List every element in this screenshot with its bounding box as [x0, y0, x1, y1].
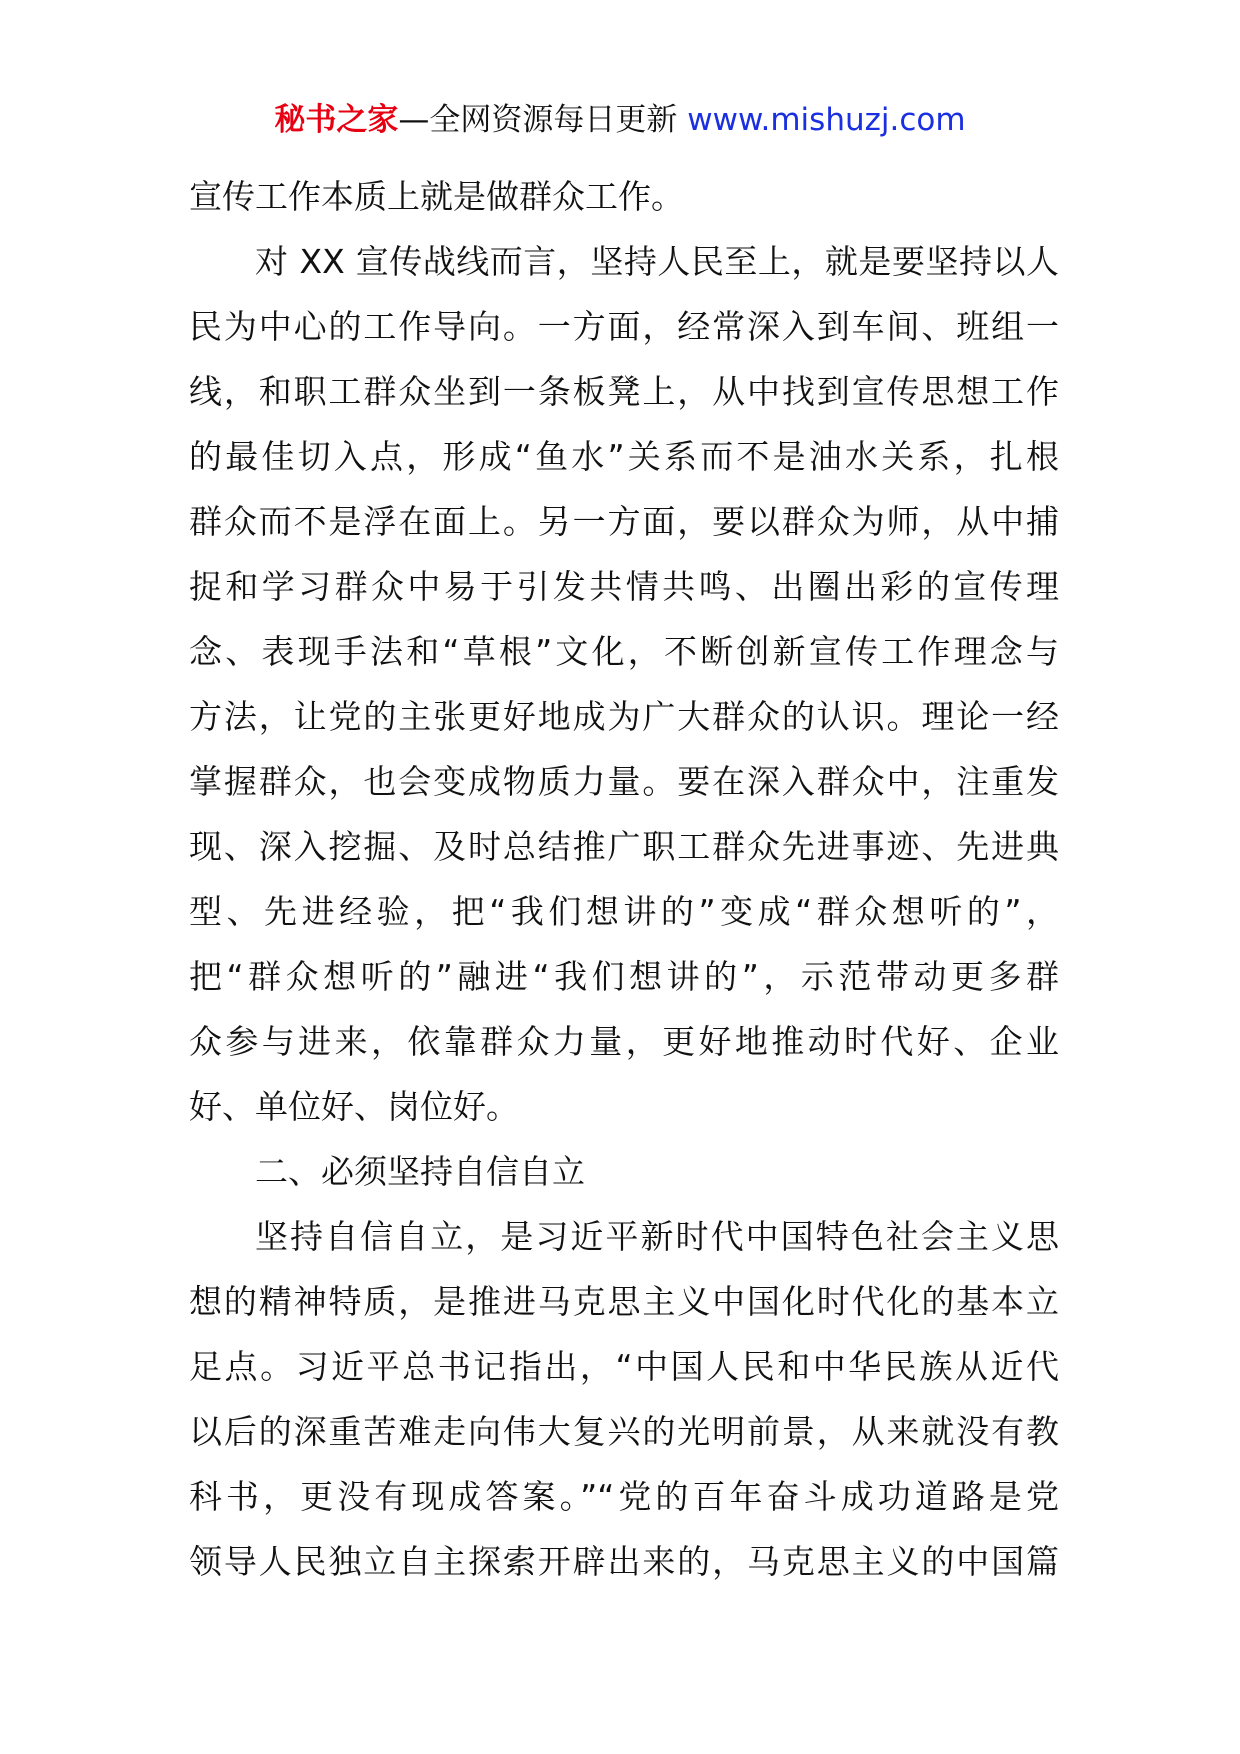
text-line: 众参与进来，依靠群众力量，更好地推动时代好、企业	[189, 1022, 1059, 1061]
section-heading: 二、必须坚持自信自立	[255, 1152, 585, 1191]
text-line: 以后的深重苦难走向伟大复兴的光明前景，从来就没有教	[189, 1412, 1059, 1451]
text-line: 掌握群众，也会变成物质力量。要在深入群众中，注重发	[189, 762, 1059, 801]
text-line: 群众而不是浮在面上。另一方面，要以群众为师，从中捕	[189, 502, 1059, 541]
site-url[interactable]: www.mishuzj.com	[687, 102, 966, 138]
text-line: 民为中心的工作导向。一方面，经常深入到车间、班组一	[189, 307, 1059, 346]
page-header	[0, 100, 1240, 140]
text-line: 宣传工作本质上就是做群众工作。	[189, 177, 684, 216]
text-line: 好、单位好、岗位好。	[189, 1087, 519, 1126]
text-line: 领导人民独立自主探索开辟出来的，马克思主义的中国篇	[189, 1542, 1059, 1581]
text-line: 捉和学习群众中易于引发共情共鸣、出圈出彩的宣传理	[189, 567, 1059, 606]
text-line: 科书，更没有现成答案。”“党的百年奋斗成功道路是党	[189, 1477, 1059, 1516]
header-dash: —	[398, 102, 430, 138]
text-line: 现、深入挖掘、及时总结推广职工群众先进事迹、先进典	[189, 827, 1059, 866]
brand-name: 秘书之家	[274, 102, 399, 138]
text-line: 足点。习近平总书记指出，“中国人民和中华民族从近代	[189, 1347, 1059, 1386]
text-line: 线，和职工群众坐到一条板凳上，从中找到宣传思想工作	[189, 372, 1059, 411]
text-line: 坚持自信自立，是习近平新时代中国特色社会主义思	[255, 1217, 1059, 1256]
text-line: 对 XX 宣传战线而言，坚持人民至上，就是要坚持以人	[255, 242, 1059, 281]
text-line: 把“群众想听的”融进“我们想讲的”，示范带动更多群	[189, 957, 1059, 996]
text-line: 型、先进经验，把“我们想讲的”变成“群众想听的”，	[189, 892, 1059, 931]
text-line: 想的精神特质，是推进马克思主义中国化时代化的基本立	[189, 1282, 1059, 1321]
text-line: 念、表现手法和“草根”文化，不断创新宣传工作理念与	[189, 632, 1059, 671]
text-line: 的最佳切入点，形成“鱼水”关系而不是油水关系，扎根	[189, 437, 1059, 476]
text-line: 方法，让党的主张更好地成为广大群众的认识。理论一经	[189, 697, 1059, 736]
header-slogan: 全网资源每日更新	[429, 102, 678, 138]
document-body	[189, 164, 1059, 1594]
